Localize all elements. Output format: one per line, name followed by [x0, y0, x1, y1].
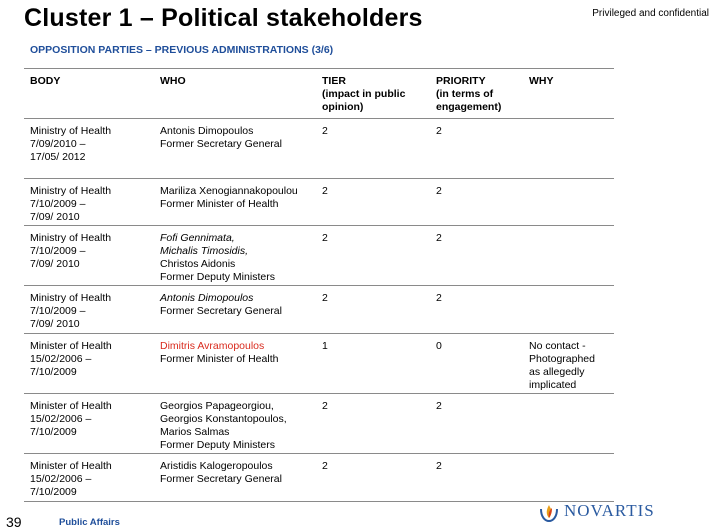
body-line: Ministry of Health — [30, 125, 112, 137]
who-line: Former Secretary General — [160, 138, 282, 150]
tier-value: 2 — [322, 460, 328, 472]
logo-text: NOVARTIS — [564, 501, 655, 520]
body-line: Ministry of Health — [30, 185, 112, 197]
body-line: 7/09/2010 – — [30, 138, 86, 150]
who-line: Former Minister of Health — [160, 198, 279, 210]
who-line: Aristidis Kalogeropoulos — [160, 460, 273, 472]
table-row — [24, 394, 614, 454]
header-priority — [430, 69, 523, 118]
why-cell — [523, 454, 614, 501]
table-row — [24, 334, 614, 394]
header-tier-line: opinion) — [322, 101, 364, 113]
who-line: Georgios Konstantopoulos, — [160, 413, 287, 425]
who-line: Dimitris Avramopoulos — [160, 340, 265, 352]
header-tier — [316, 69, 430, 118]
body-line: Minister of Health — [30, 400, 112, 412]
priority-cell — [430, 334, 523, 393]
header-body — [24, 69, 154, 118]
who-line: Former Secretary General — [160, 305, 282, 317]
body-line: Minister of Health — [30, 340, 112, 352]
priority-cell — [430, 454, 523, 501]
tier-cell — [316, 119, 430, 178]
body-cell — [24, 454, 154, 501]
body-cell — [24, 334, 154, 393]
header-why — [523, 69, 614, 118]
priority-cell — [430, 179, 523, 225]
priority-cell — [430, 119, 523, 178]
header-tier-line: (impact in public — [322, 88, 406, 100]
who-cell — [154, 394, 316, 453]
priority-value: 0 — [436, 340, 442, 352]
tier-cell — [316, 286, 430, 333]
who-line: Antonis Dimopoulos — [160, 292, 254, 304]
table-row — [24, 286, 614, 334]
tier-value: 2 — [322, 232, 328, 244]
who-line: Christos Aidonis — [160, 258, 236, 270]
body-line: 7/10/2009 — [30, 366, 77, 378]
tier-value: 2 — [322, 400, 328, 412]
priority-value: 2 — [436, 125, 442, 137]
who-line: Fofi Gennimata, — [160, 232, 235, 244]
tier-cell — [316, 334, 430, 393]
body-line: 7/10/2009 — [30, 486, 77, 498]
body-line: Ministry of Health — [30, 292, 112, 304]
section-subtitle: OPPOSITION PARTIES – PREVIOUS ADMINISTRATIONS (3/6) — [30, 44, 334, 56]
who-line: Antonis Dimopoulos — [160, 125, 254, 137]
body-line: 7/10/2009 – — [30, 305, 86, 317]
header-who — [154, 69, 316, 118]
priority-value: 2 — [436, 185, 442, 197]
tier-cell — [316, 226, 430, 285]
tier-cell — [316, 179, 430, 225]
who-cell — [154, 119, 316, 178]
body-cell — [24, 394, 154, 453]
who-line: Michalis Timosidis, — [160, 245, 249, 257]
tier-value: 2 — [322, 292, 328, 304]
why-cell — [523, 286, 614, 333]
header-tier-line: TIER — [322, 75, 346, 87]
why-cell — [523, 179, 614, 225]
why-cell — [523, 226, 614, 285]
table-row — [24, 454, 614, 502]
who-cell — [154, 226, 316, 285]
body-cell — [24, 286, 154, 333]
body-line: 15/02/2006 – — [30, 353, 92, 365]
body-line: 7/09/ 2010 — [30, 211, 80, 223]
table-row — [24, 179, 614, 226]
novartis-logo — [537, 499, 655, 523]
header-why-line: WHY — [529, 75, 554, 87]
header-priority-line: engagement) — [436, 101, 502, 113]
table-row — [24, 119, 614, 179]
body-line: 7/09/ 2010 — [30, 318, 80, 330]
body-cell — [24, 226, 154, 285]
priority-value: 2 — [436, 232, 442, 244]
body-line: 7/10/2009 – — [30, 245, 86, 257]
table-body — [24, 119, 614, 502]
body-line: 15/02/2006 – — [30, 413, 92, 425]
why-cell — [523, 119, 614, 178]
table-header-row — [24, 69, 614, 119]
body-line: 7/10/2009 — [30, 426, 77, 438]
header-priority-line: (in terms of — [436, 88, 494, 100]
why-line: No contact - — [529, 340, 586, 352]
page-number: 39 — [6, 514, 22, 530]
who-line: Former Deputy Ministers — [160, 439, 275, 451]
priority-cell — [430, 394, 523, 453]
body-cell — [24, 179, 154, 225]
stakeholder-table — [24, 68, 614, 502]
why-line: implicated — [529, 379, 577, 391]
who-cell — [154, 286, 316, 333]
body-line: Ministry of Health — [30, 232, 112, 244]
page-title: Cluster 1 – Political stakeholders — [24, 4, 423, 32]
header-priority-line: PRIORITY — [436, 75, 486, 87]
novartis-flame-icon — [537, 499, 561, 523]
who-line: Georgios Papageorgiou, — [160, 400, 274, 412]
body-line: Minister of Health — [30, 460, 112, 472]
priority-cell — [430, 286, 523, 333]
footer-label: Public Affairs — [59, 517, 120, 528]
header-who-line: WHO — [160, 75, 186, 87]
tier-value: 1 — [322, 340, 328, 352]
table-row — [24, 226, 614, 286]
tier-cell — [316, 454, 430, 501]
priority-cell — [430, 226, 523, 285]
who-line: Marios Salmas — [160, 426, 230, 438]
body-line: 17/05/ 2012 — [30, 151, 86, 163]
who-line: Former Minister of Health — [160, 353, 279, 365]
priority-value: 2 — [436, 460, 442, 472]
why-cell — [523, 334, 614, 393]
tier-value: 2 — [322, 185, 328, 197]
why-line: as allegedly — [529, 366, 585, 378]
who-line: Former Secretary General — [160, 473, 282, 485]
body-line: 15/02/2006 – — [30, 473, 92, 485]
who-line: Former Deputy Ministers — [160, 271, 275, 283]
why-line: Photographed — [529, 353, 595, 365]
who-cell — [154, 179, 316, 225]
who-cell — [154, 334, 316, 393]
confidentiality-note: Privileged and confidential — [592, 8, 709, 19]
why-cell — [523, 394, 614, 453]
who-cell — [154, 454, 316, 501]
body-line: 7/09/ 2010 — [30, 258, 80, 270]
priority-value: 2 — [436, 400, 442, 412]
body-line: 7/10/2009 – — [30, 198, 86, 210]
body-cell — [24, 119, 154, 178]
header-body-line: BODY — [30, 75, 61, 87]
who-line: Mariliza Xenogiannakopoulou — [160, 185, 298, 197]
tier-cell — [316, 394, 430, 453]
tier-value: 2 — [322, 125, 328, 137]
priority-value: 2 — [436, 292, 442, 304]
